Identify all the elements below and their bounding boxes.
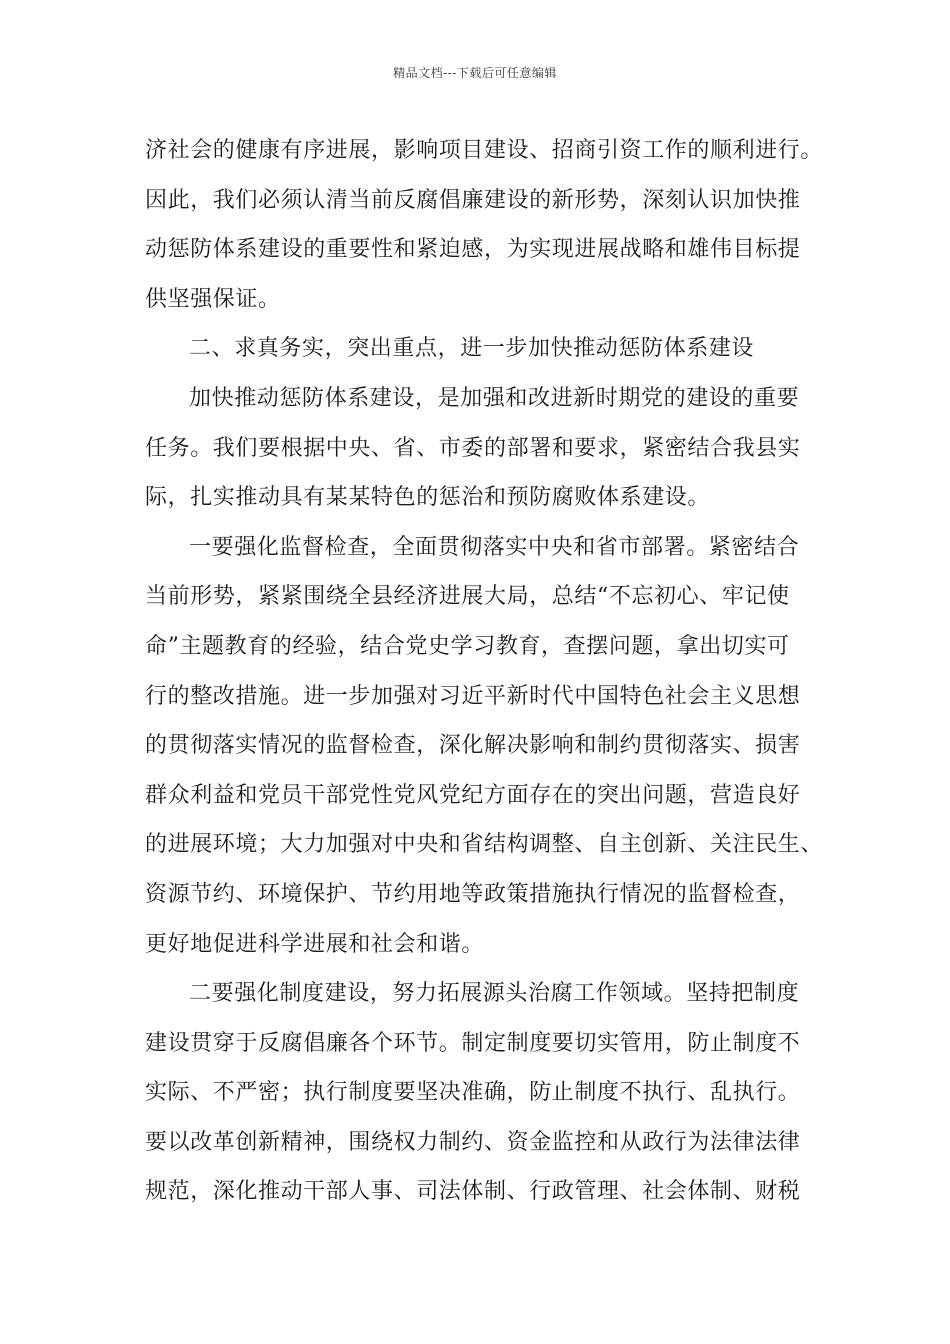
text-line: 资源节约、环境保护、节约用地等政策措施执行情况的监督检查，	[145, 881, 801, 907]
page-header: 精品文档---下载后可任意编辑	[393, 66, 557, 80]
text-line: 实际、不严密；执行制度要坚决准确，防止制度不执行、乱执行。	[145, 1080, 801, 1106]
text-line: 一要强化监督检查，全面贯彻落实中央和省市部署。紧密结合	[189, 534, 800, 560]
text-line: 要以改革创新精神，围绕权力制约、资金监控和从政行为法律法律	[145, 1129, 801, 1155]
text-line: 建设贯穿于反腐倡廉各个环节。制定制度要切实管用，防止制度不	[145, 1030, 801, 1056]
text-line: 二要强化制度建设，努力拓展源头治腐工作领域。坚持把制度	[189, 981, 800, 1007]
text-line: 命”主题教育的经验，结合党史学习教育，查摆问题，拿出切实可	[145, 633, 790, 659]
text-line: 的贯彻落实情况的监督检查，深化解决影响和制约贯彻落实、损害	[145, 733, 801, 759]
document-body	[145, 126, 825, 1217]
text-line: 行的整改措施。进一步加强对习近平新时代中国特色社会主义思想	[145, 683, 801, 709]
text-line: 供坚强保证。	[145, 286, 281, 312]
text-line: 动惩防体系建设的重要性和紧迫感，为实现进展战略和雄伟目标提	[145, 237, 801, 263]
text-line: 任务。我们要根据中央、省、市委的部署和要求，紧密结合我县实	[145, 435, 801, 461]
text-line: 更好地促进科学进展和社会和谐。	[145, 931, 485, 957]
text-line: 际，扎实推动具有某某特色的惩治和预防腐败体系建设。	[145, 485, 711, 511]
text-line: 因此，我们必须认清当前反腐倡廉建设的新形势，深刻认识加快推	[145, 187, 801, 213]
text-line: 群众利益和党员干部党性党风党纪方面存在的突出问题，营造良好	[145, 782, 801, 808]
text-line: 加快推动惩防体系建设，是加强和改进新时期党的建设的重要	[189, 385, 800, 411]
text-line: 济社会的健康有序进展，影响项目建设、招商引资工作的顺利进行。	[145, 138, 824, 163]
text-line: 二、求真务实，突出重点，进一步加快推动惩防体系建设	[189, 336, 755, 362]
text-line: 规范，深化推动干部人事、司法体制、行政管理、社会体制、财税	[145, 1179, 801, 1205]
text-line: 当前形势，紧紧围绕全县经济进展大局，总结“不忘初心、牢记使	[145, 584, 790, 610]
text-line: 的进展环境；大力加强对中央和省结构调整、自主创新、关注民生、	[145, 832, 824, 858]
